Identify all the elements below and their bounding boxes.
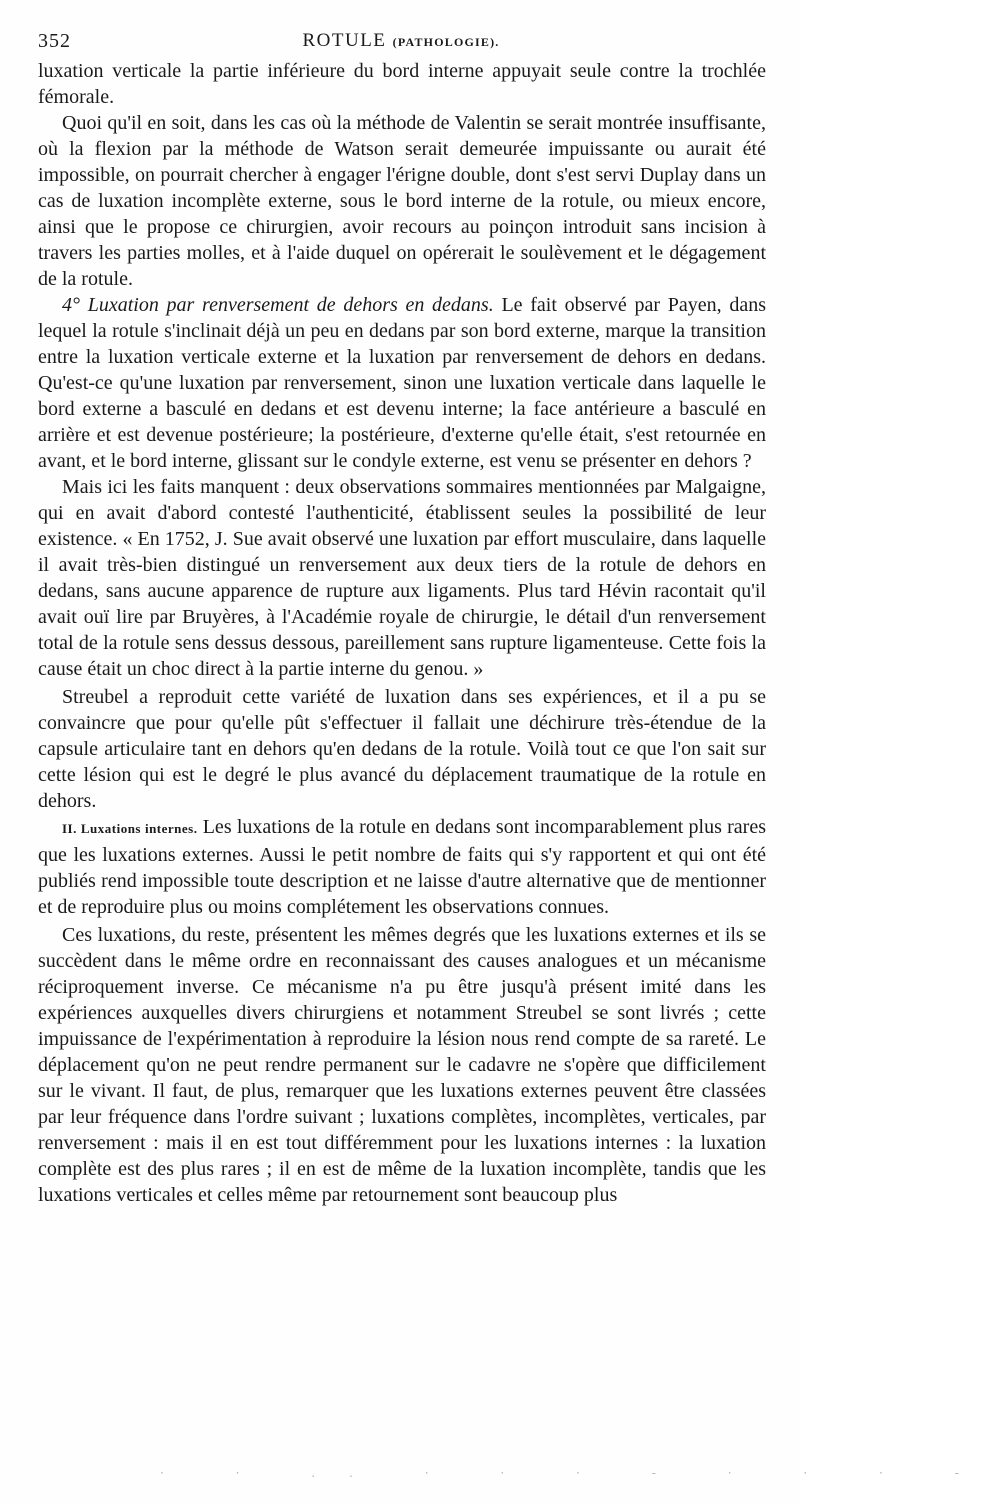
page-title: [38, 30, 764, 52]
section-heading-renversement: 4° Luxation par renversement de dehors en dedans.: [62, 294, 494, 316]
title-subtitle: (PATHOLOGIE).: [392, 35, 500, 49]
paragraph-continued: luxation verticale la partie inférieure du bord interne appuyait seule contre la trochlée fémorale.: [38, 60, 766, 108]
paragraph-internes-body: Les luxations de la rotule en dedans sont incomparablement plus rares que les luxations externes. Aussi le petit nombre de faits qui s'y rapportent et qui ont été publiés rend impossible toute description et ne laisse d'autre alternative que de mentionner et de reproduire plus ou moins complétement les observations connues.: [38, 816, 766, 918]
running-header: [38, 30, 764, 58]
paragraph-renversement-body: Le fait observé par Payen, dans lequel la rotule s'inclinait déjà un peu en dedans par son bord externe, marque la transition entre la luxation verticale externe et la luxation par renversement de dehors en dedans. Qu'est-ce qu'une luxation par renversement, sinon une luxation verticale dans laquelle le bord externe a basculé en dedans et est devenu interne; la face antérieure a basculé en arrière et est devenue postérieure; la postérieure, d'externe qu'elle était, s'est retournée en avant, et le bord interne, glissant sur le condyle externe, est venu se présenter en dehors ?: [38, 294, 767, 472]
body-text: [38, 58, 766, 1208]
paragraph-streubel: Streubel a reproduit cette variété de luxation dans ses expériences, et il a pu se convaincre que pour qu'elle pût s'effectuer il fallait une déchirure très-étendue de la capsule articulaire tant en dehors qu'en dedans de la rotule. Voilà tout ce que l'on sait sur cette lésion qui est le degré le plus avancé du déplacement traumatique de la rotule en dehors.: [38, 686, 766, 812]
page-number: 352: [38, 30, 71, 52]
section-heading-internes: II. Luxations internes.: [62, 821, 198, 836]
paragraph-luxation-renversement: [38, 292, 766, 474]
paragraph-valentin-method: Quoi qu'il en soit, dans les cas où la méthode de Valentin se serait montrée insuffisante, où la flexion par la méthode de Watson serait demeurée impuissante ou aurait été impossible, on pourrait chercher à engager l'érigne double, dont s'est servi Duplay dans un cas de luxation incomplète externe, sous le bord interne de la rotule, ou mieux encore, ainsi que le propose ce chirurgien, avoir recours au poinçon introduit sans incision à travers les parties molles, et à l'aide duquel on opérerait le soulèvement et le dégagement de la rotule.: [38, 112, 766, 290]
paragraph-luxations-internes: [38, 814, 766, 920]
paragraph-mecanisme: Ces luxations, du reste, présentent les mêmes degrés que les luxations externes et ils se succèdent dans le même ordre en reconnaissant des causes analogues et un mécanisme réciproquement inverse. Ce mécanisme n'a pu être jusqu'à présent imité dans les expériences auxquelles divers chirurgiens et notamment Streubel se sont livrés ; cette impuissance de l'expérimentation à reproduire la lésion nous rend compte de sa rareté. Le déplacement qu'on ne peut rendre permanent sur le cadavre ne s'opère que difficilement sur le vivant. Il faut, de plus, remarquer que les luxations externes peuvent être classées par leur fréquence dans l'ordre suivant ; luxations complètes, incomplètes, verticales, par renversement : mais il en est tout différemment pour les luxations internes : la luxation complète est des plus rares ; il en est de même de la luxation incomplète, tandis que les luxations verticales et celles même par retournement sont beaucoup plus: [38, 924, 766, 1206]
paragraph-malgaigne-observations: Mais ici les faits manquent : deux observations sommaires mentionnées par Malgaigne, qui en avait d'abord contesté l'authenticité, établissent seules la possibilité de leur existence. « En 1752, J. Sue avait observé une luxation par effort musculaire, dans laquelle il avait très-bien distingué un renversement aux deux tiers de la rotule de dehors en dedans, sans aucune apparence de rupture aux ligaments. Plus tard Hévin racontait qu'il avait ouï lire par Bruyères, à l'Académie royale de chirurgie, le détail d'un renversement total de la rotule sens dessus dessous, pareillement sans rupture ligamenteuse. Cette fois la cause était un choc direct à la partie interne du genou. »: [38, 476, 766, 680]
title-main: ROTULE: [302, 30, 387, 51]
footer-print-specks: · · .. · · · - · · · -: [160, 1466, 993, 1480]
